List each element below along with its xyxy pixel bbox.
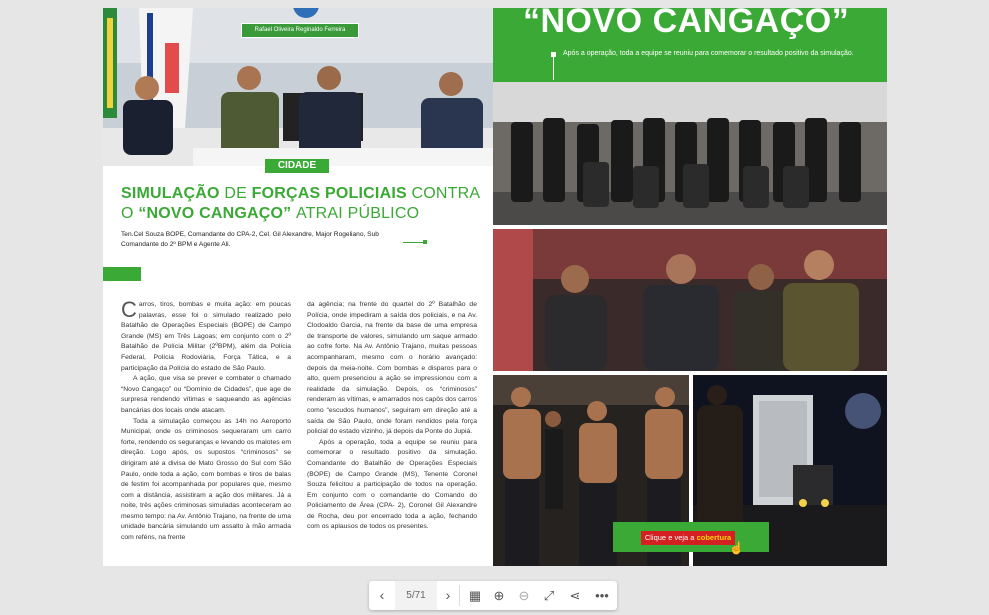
headline-part: CONTRA bbox=[411, 185, 481, 202]
team-group-image bbox=[493, 82, 887, 225]
more-icon[interactable]: ••• bbox=[595, 588, 609, 603]
headline-part: FORÇAS POLICIAIS bbox=[251, 185, 407, 202]
zoom-out-icon[interactable]: ⊖ bbox=[518, 588, 530, 603]
article-column-2 bbox=[307, 300, 477, 533]
cta-emphasis: cobertura bbox=[696, 533, 732, 542]
fullscreen-icon[interactable]: ⤢ bbox=[543, 588, 555, 603]
article-paragraph: arros, tiros, bombas e muita ação: em poucas palavras, esse foi o simulado realizado pelo Batalhão de Operações Especiais (BOPE) de Campo Grande (MS) em Três Lagoas; em conjunto com o 2º Batalhão de Polícia Militar (2ºBPM), além da Polícia Federal, Polícia Rodoviária, Força Tática, e a participação da Polícia do estado de São Paulo. bbox=[121, 301, 291, 372]
right-page bbox=[493, 8, 887, 566]
headline-part: DE bbox=[224, 185, 247, 202]
officers-image bbox=[493, 229, 887, 371]
authors-badge: Rafael Oliveira Reginaldo Ferreira bbox=[241, 23, 359, 38]
section-tag bbox=[265, 159, 329, 173]
grid-icon[interactable]: ▦ bbox=[468, 588, 482, 603]
photo-caption: Ten.Cel Souza BOPE, Comandante do CPA-2, Cel. Gil Alexandre, Major Rogeliano, Sub Comandante do 2º BPM e Agente Ali. bbox=[121, 231, 379, 248]
headline-part: O bbox=[121, 205, 134, 222]
article-headline bbox=[121, 184, 481, 224]
decorative-bar bbox=[103, 267, 141, 281]
article-paragraph: Toda a simulação começou as 14h no Aeroporto Municipal, onde os criminosos sequeraram um carro forte, rendendo os seguranças e levando os malotes em direção. Logo após, os supostos “criminosos” se dirigiram até a divisa de Mato Grosso do Sul com São Paulo, onde toda a ação, com bombas e tiros de balas de festim foi acompanhada por populares que, mesmo com a distância, assistiram a ação dos militares. Já a noite, três ações criminosas simuladas aconteceram ao mesmo tempo: na Av. Antônio Trajano, na frente de uma unidade bancária simulando um assalto à mão armada com reféns, na frente bbox=[121, 417, 291, 542]
caption-marker bbox=[423, 240, 427, 244]
caption-divider bbox=[403, 242, 425, 243]
right-page-title: “NOVO CANGAÇO” bbox=[523, 8, 850, 40]
article-paragraph: Após a operação, toda a equipe se reuniu para comemorar o resultado positivo da simulação. Comandante do Batalhão de Operações Especiais (BOPE) de Campo Grande (MS), Tenente Coronel Souza felicitou a participação de todos na operação. Em conjunto com o comandante do Comando do Policiamento de Área (CPA- 2), Coronel Gil Alexandre de Rocha, deu por encerrado toda a ação, fechando com os aplausos de todos os presentes. bbox=[307, 438, 477, 531]
page-indicator: 5/71 bbox=[395, 581, 437, 610]
article-column-1 bbox=[121, 297, 291, 544]
article-paragraph: A ação, que visa se prever e combater o chamado “Novo Cangaço” ou “Domínio de Cidades”, que age de surpresa rendendo vítimas e saqueando as agências bancárias dos locais onde atacam. bbox=[121, 375, 291, 414]
headline-part: SIMULAÇÃO bbox=[121, 185, 220, 202]
share-icon[interactable]: ⋖ bbox=[569, 588, 581, 603]
caption-marker bbox=[551, 52, 556, 57]
left-page bbox=[103, 8, 493, 566]
chevron-right-icon[interactable]: › bbox=[445, 587, 451, 603]
team-group-photo bbox=[493, 82, 887, 225]
headline-part: ATRAI PÚBLICO bbox=[296, 205, 420, 222]
chevron-left-icon[interactable]: ‹ bbox=[379, 587, 385, 603]
hand-pointer-icon: ☝ bbox=[729, 541, 744, 555]
officers-photo bbox=[493, 229, 887, 371]
section-tag-label: CIDADE bbox=[277, 160, 317, 171]
headline-part: “NOVO CANGAÇO” bbox=[138, 205, 292, 222]
right-page-caption: Após a operação, toda a equipe se reuniu para comemorar o resultado positivo da simulação. bbox=[563, 50, 854, 57]
coverage-link-button[interactable] bbox=[641, 531, 735, 545]
article-paragraph: da agência; na frente do quartel do 2º Batalhão de Polícia, onde impediram a saída dos policiais, e na Av. Clodoaldo Garcia, na frente da base de uma empresa de transporte de valores, simulando um saque armado ao cofre forte. Na Av. Antônio Trajano, muitas pessoas acompanharam, mesmo com o horário avançado: depois da meia-noite. Com bombas e disparos para o alto, quem presenciou a ação se impressionou com a realidade da simulação. Depois, os “criminosos” renderam as vítimas, e amarrados nos capôs dos carros como “escudos humanos”, seguiram em direção até a saída de São Paulo, onde foram rendidos pela força policial do estado vizinho, já depois da Ponte do Jupiá. bbox=[307, 301, 477, 436]
viewer-toolbar bbox=[369, 581, 617, 610]
dropcap: C bbox=[121, 297, 137, 322]
zoom-in-icon[interactable]: ⊕ bbox=[493, 588, 505, 603]
cta-label: Clique e veja a bbox=[644, 533, 695, 542]
toolbar-divider bbox=[459, 585, 460, 606]
